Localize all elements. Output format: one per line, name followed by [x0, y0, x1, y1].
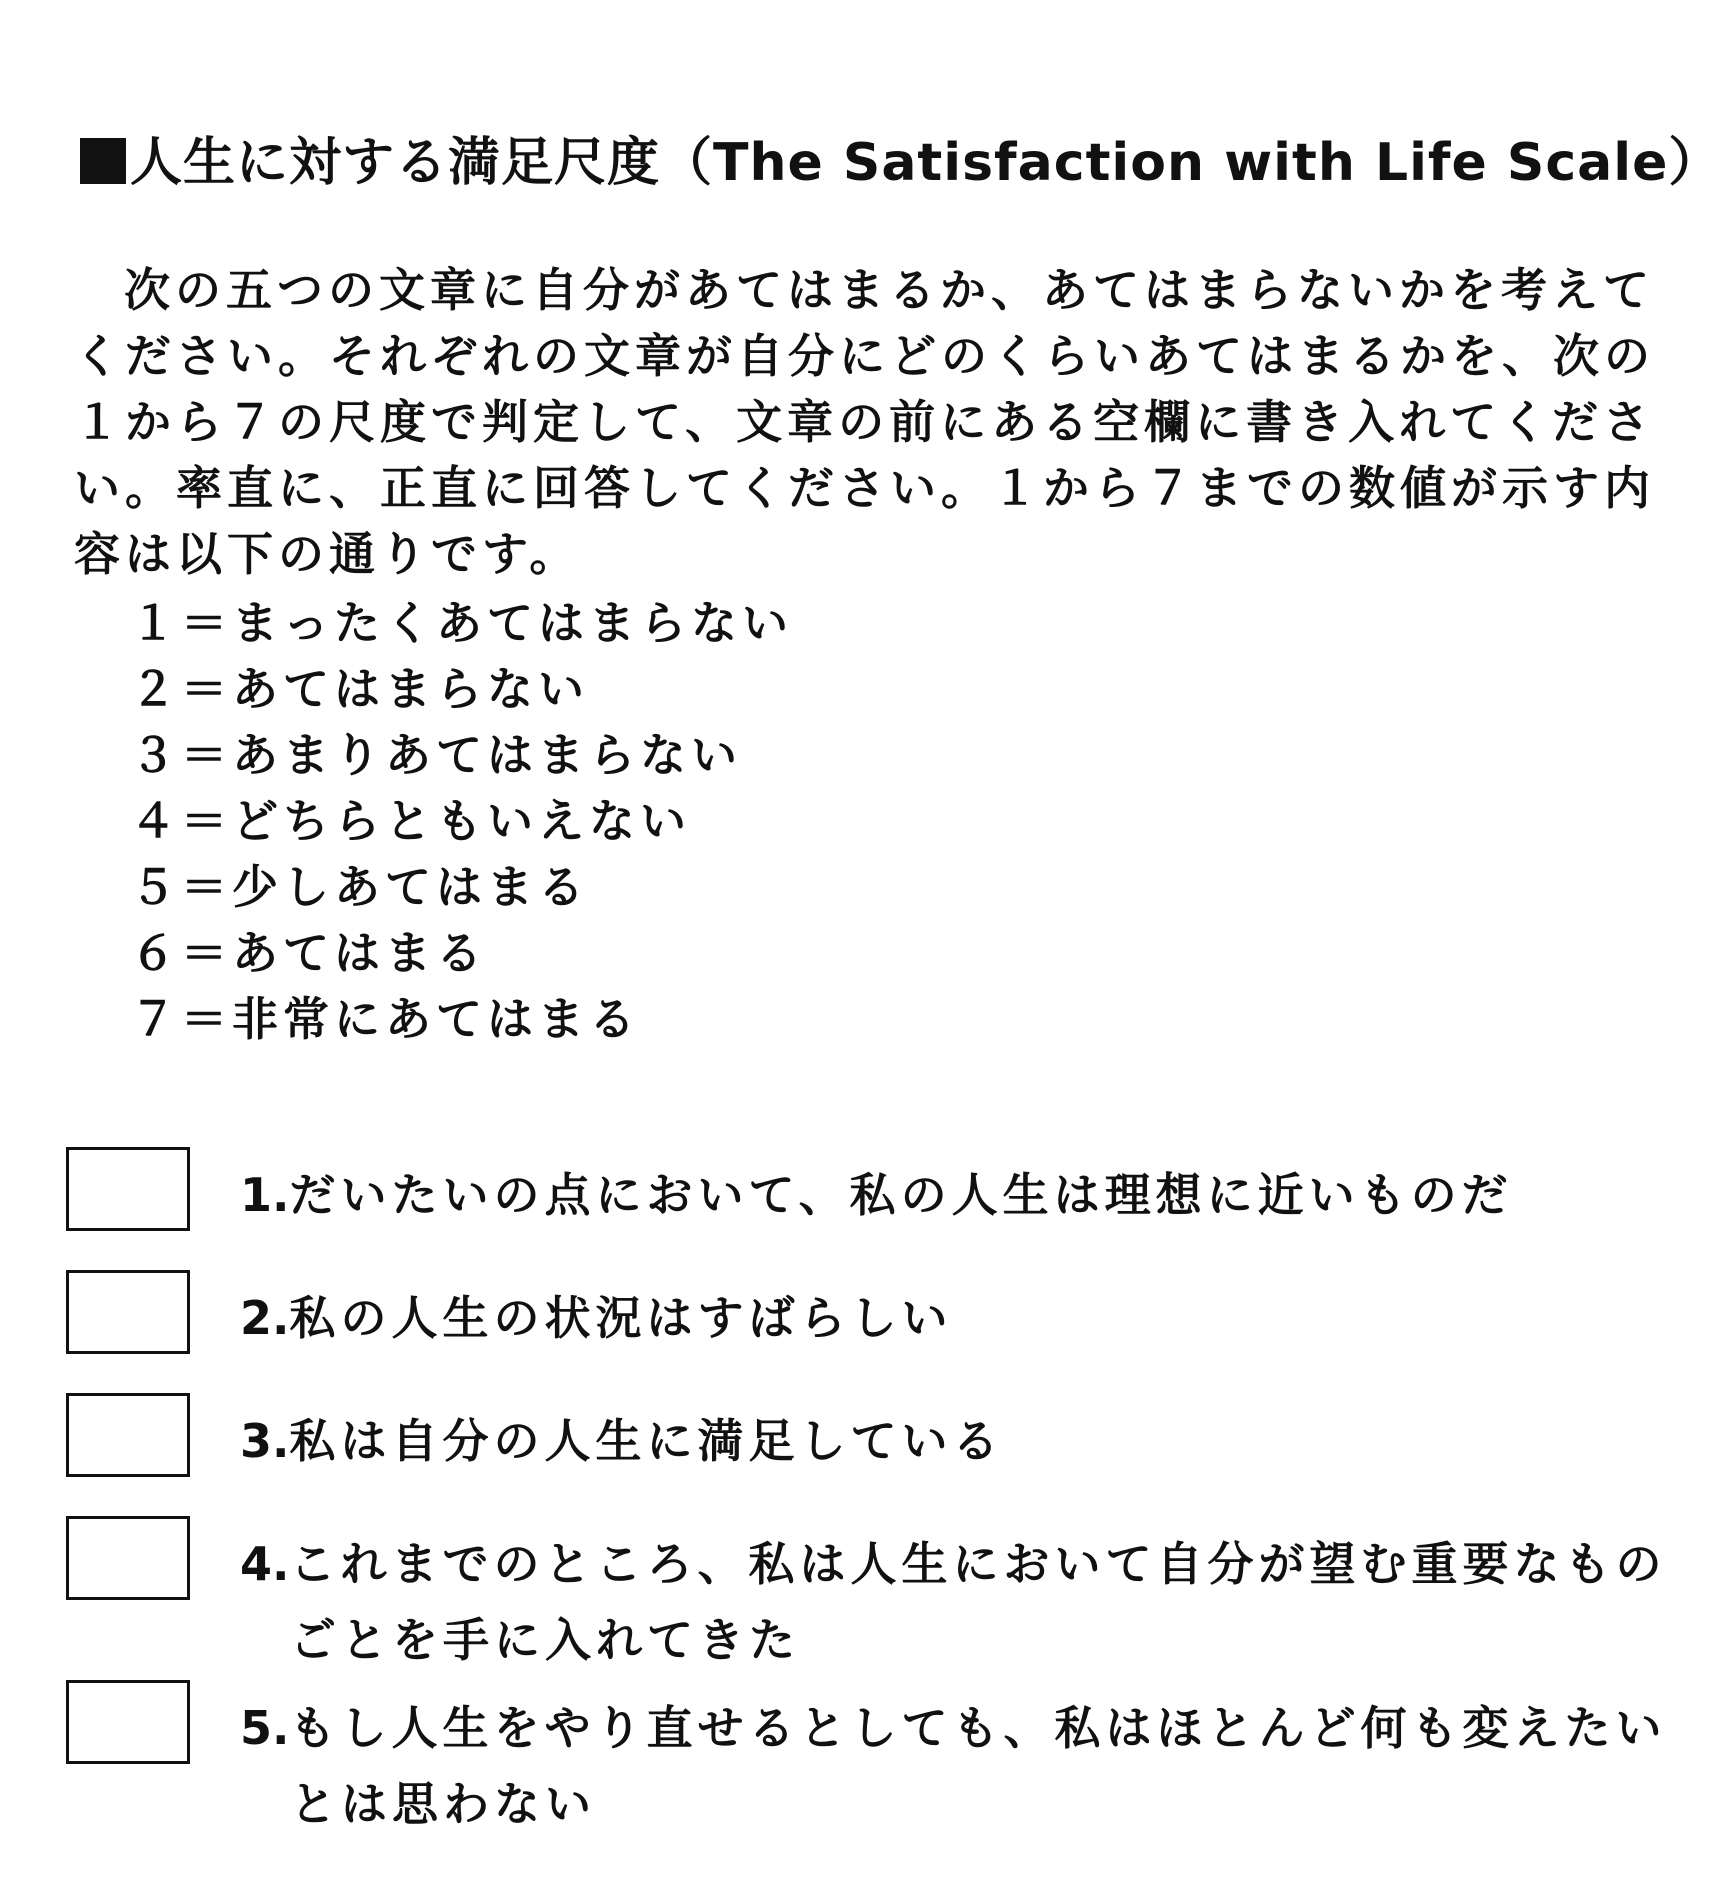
statement-number-2: 2.	[240, 1291, 290, 1345]
scale-option-7: ７＝非常にあてはまる	[130, 992, 640, 1046]
statement-line1-5: もし人生をやり直せるとしても、私はほとんど何も変えたい	[289, 1701, 1667, 1755]
scale-option-5: ５＝少しあてはまる	[130, 860, 589, 914]
answer-box-3[interactable]	[66, 1393, 190, 1477]
statement-line2-4: ごとを手に入れてきた	[290, 1613, 800, 1667]
statement-text-2	[240, 1280, 1729, 1356]
statement-text-3	[240, 1403, 1729, 1479]
answer-box-1[interactable]	[66, 1147, 190, 1231]
scale-option-3: ３＝あまりあてはまらない	[130, 728, 742, 782]
statement-number-5: 5.	[240, 1701, 290, 1755]
statement-text-5	[240, 1690, 1729, 1842]
page-title	[80, 128, 1721, 198]
statement-number-1: 1.	[240, 1168, 290, 1222]
statement-line1-4: これまでのところ、私は人生において自分が望む重要なもの	[289, 1537, 1667, 1591]
statement-text-4	[240, 1526, 1729, 1678]
answer-box-2[interactable]	[66, 1270, 190, 1354]
scale-option-1: １＝まったくあてはまらない	[130, 596, 793, 650]
rating-scale-legend	[130, 590, 793, 1052]
instructions-paragraph: 次の五つの文章に自分があてはまるか、あてはまらないかを考えてください。それぞれの文章が自分にどのくらいあてはまるかを、次の１から７の尺度で判定して、文章の前にある空欄に書き入れてください。率直に、正直に回答してください。１から７までの数値が示す内容は以下の通りです。	[74, 263, 1655, 581]
answer-box-5[interactable]	[66, 1680, 190, 1764]
statement-line1-2: 私の人生の状況はすばらしい	[289, 1291, 953, 1345]
statement-line2-5: とは思わない	[290, 1777, 596, 1831]
black-square-icon	[80, 138, 126, 184]
statement-number-4: 4.	[240, 1537, 290, 1591]
title-text: 人生に対する満足尺度（The Satisfaction with Life Scale）	[130, 133, 1722, 193]
statement-line1-3: 私は自分の人生に満足している	[289, 1414, 1004, 1468]
statement-line1-1: だいたいの点において、私の人生は理想に近いものだ	[289, 1168, 1513, 1222]
answer-box-4[interactable]	[66, 1516, 190, 1600]
scale-option-4: ４＝どちらともいえない	[130, 794, 691, 848]
statement-number-3: 3.	[240, 1414, 290, 1468]
scale-option-2: ２＝あてはまらない	[130, 662, 589, 716]
statement-text-1	[240, 1157, 1729, 1233]
scale-option-6: ６＝あてはまる	[130, 926, 487, 980]
